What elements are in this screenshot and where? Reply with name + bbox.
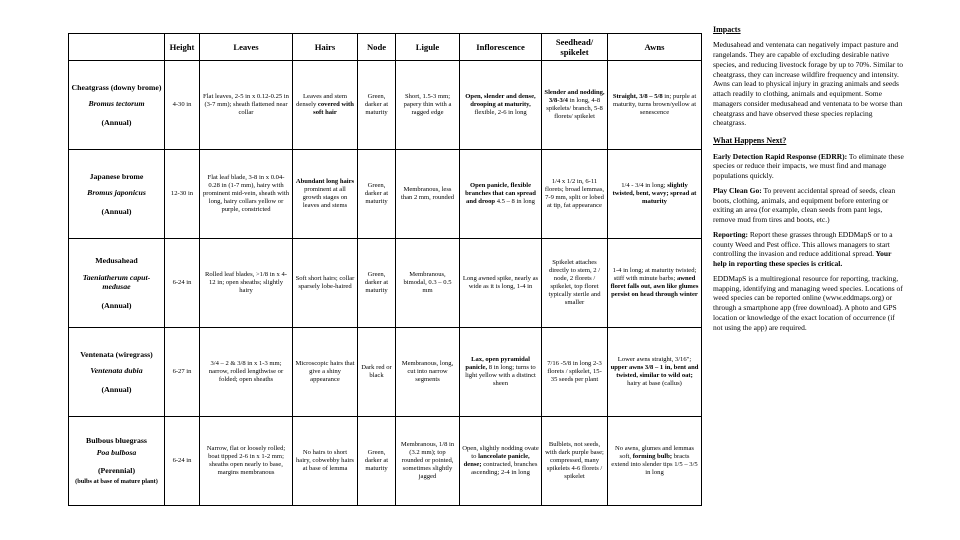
- common-name: Japanese brome: [89, 171, 144, 181]
- awns-text-end: hairy at base (callus): [627, 380, 682, 388]
- species-cell: [69, 417, 165, 506]
- play-clean-go-text: To prevent accidental spread of seeds, clean boots, clothing, animals, and equipment before entering or exiting an area (for example, clean seeds from pant legs, remove mud from tires and boots, etc.): [713, 185, 896, 225]
- awns-cell: [608, 239, 702, 328]
- inflorescence-text: 4.5 – 8 in long: [496, 198, 535, 206]
- common-name: Ventenata (wiregrass): [80, 349, 153, 359]
- height-cell: 6-24 in: [165, 417, 200, 506]
- hairs-cell: [293, 150, 358, 239]
- ligule-cell: Membranous, bimodal, 0.3 – 0.5 mm: [396, 239, 460, 328]
- table-row: [69, 239, 702, 328]
- grass-comparison-table: [68, 33, 702, 506]
- life-cycle: (Annual): [101, 117, 132, 127]
- header-cell: Leaves: [200, 34, 293, 61]
- inflorescence-emphasis: lanceolate panicle, dense;: [463, 452, 530, 468]
- inflorescence-cell: [460, 61, 542, 150]
- species-cell: [69, 239, 165, 328]
- scientific-name: Bromus japonicus: [87, 188, 146, 198]
- ligule-cell: Membranous, 1/8 in (3.2 mm); top rounded or pointed, sometimes slightly jagged: [396, 417, 460, 506]
- height-cell: 4-30 in: [165, 61, 200, 150]
- inflorescence-cell: [460, 150, 542, 239]
- species-cell: [69, 150, 165, 239]
- eddmaps-paragraph: EDDMapS is a multiregional resource for reporting, tracking, mapping, identifying and managing weed species. Locations of weed species can be reported online (www.eddmaps.org) or through a smartphone app (free download). A photo and GPS location or knowledge of the exact location of occurrence (if not using the app) are required.: [713, 273, 903, 332]
- header-cell: Hairs: [293, 34, 358, 61]
- node-cell: Green, darker at maturity: [358, 239, 396, 328]
- node-cell: Green, darker at maturity: [358, 417, 396, 506]
- awns-text: 1-4 in long; at maturity twisted; stiff with minute barbs;: [612, 266, 697, 282]
- hairs-emphasis: Abundant long hairs: [295, 177, 355, 185]
- species-cell: [69, 328, 165, 417]
- header-cell: Seedhead/ spikelet: [542, 34, 608, 61]
- next-steps-heading: What Happens Next?: [713, 136, 787, 146]
- seedhead-emphasis: Slender and nodding, 3/8-3/4: [544, 88, 605, 104]
- awns-cell: [608, 328, 702, 417]
- side-panel: [713, 25, 905, 515]
- header-cell: Inflorescence: [460, 34, 542, 61]
- awns-emphasis: slightly twisted, bent, wavy; spread at maturity: [612, 181, 697, 206]
- scientific-name: Taeniatherum caput-medusae: [82, 272, 151, 291]
- inflorescence-text: 8 in long; turns to light yellow with a distinct sheen: [465, 363, 536, 388]
- table-row: [69, 150, 702, 239]
- node-cell: Dark red or black: [358, 328, 396, 417]
- seedhead-cell: [542, 61, 608, 150]
- hairs-emphasis: covered with soft hair: [313, 100, 354, 117]
- seedhead-cell: 1/4 x 1/2 in, 6-11 florets; broad lemmas, 7-9 mm, split or lobed at tip, fat appearance: [542, 150, 608, 239]
- awns-text: Lower awns straight, 3/16";: [617, 355, 692, 363]
- awns-text: 1/4 - 3/4 in long;: [621, 181, 666, 189]
- ligule-cell: Membranous, long, cut into narrow segments: [396, 328, 460, 417]
- header-cell: Ligule: [396, 34, 460, 61]
- scientific-name: Poa bulbosa: [96, 447, 137, 457]
- edrr-text: To eliminate these species or reduce their impacts, we must find and manage populations quickly.: [713, 151, 904, 181]
- seedhead-cell: Spikelet attaches directly to stem, 2 / node, 2 florets / spikelet, top floret typically sterile and smaller: [542, 239, 608, 328]
- leaves-cell: Rolled leaf blades, >1/8 in x 4-12 in; open sheaths; slightly hairy: [200, 239, 293, 328]
- life-cycle: (Annual): [101, 384, 132, 394]
- inflorescence-cell: [460, 328, 542, 417]
- common-name: Bulbous bluegrass: [86, 436, 147, 446]
- common-name: Medusahead: [95, 256, 138, 265]
- inflorescence-text-end: contracted, branches ascending; 2-4 in long: [471, 461, 538, 477]
- table-header-row: [69, 34, 702, 61]
- species-cell: [69, 61, 165, 150]
- reporting-paragraph: [713, 230, 905, 269]
- impacts-text: Medusahead and ventenata can negatively impact pasture and rangelands. They are capable of excluding desirable native species, and reducing livestock forage by up to 70%. Similar to cheatgrass, they can increase wildfire frequency and intensity. Awns can lead to physical injury in grazing animals and seeds attach readily to clothing, animals and equipment. Some managers consider medusahead and ventenata to be worse than cheatgrass and have observed these species replacing cheatgrass.: [713, 40, 903, 128]
- awns-cell: [608, 61, 702, 150]
- awns-emphasis: upper awns 3/8 – 1 in, bent and twisted, similar to wild oat;: [610, 363, 699, 379]
- hairs-text: prominent at all growth stages on leaves and stems: [302, 185, 348, 210]
- awns-cell: [608, 150, 702, 239]
- awns-text: in; purple at maturity, turns brown/yellow at senescence: [612, 92, 697, 117]
- edrr-paragraph: [713, 152, 905, 181]
- header-cell: [69, 34, 165, 61]
- inflorescence-emphasis: Lax, open pyramidal panicle,: [465, 355, 530, 371]
- node-cell: Green, darker at maturity: [358, 150, 396, 239]
- ligule-cell: Short, 1.5-3 mm; papery thin with a ragged edge: [396, 61, 460, 150]
- seedhead-cell: 7/16 -5/8 in long 2-3 florets / spikelet, 15-35 seeds per plant: [542, 328, 608, 417]
- life-cycle: (Annual): [101, 206, 132, 216]
- seedhead-cell: Bulblets, not seeds, with dark purple base; compressed, many spikelets 4-6 florets / spikelet: [542, 417, 608, 506]
- height-cell: 6-27 in: [165, 328, 200, 417]
- leaves-cell: Flat leaves, 2-5 in x 0.12-0.25 in (3-7 mm); sheath flattened near collar: [200, 61, 293, 150]
- inflorescence-cell: [460, 417, 542, 506]
- awns-emphasis: awned floret falls out, awn like glumes persist on head through winter: [610, 274, 699, 299]
- hairs-text: Leaves and stem densely: [296, 92, 347, 108]
- leaves-cell: Narrow, flat or loosely rolled; boat tipped 2-6 in x 1-2 mm; sheaths open nearly to base, margins membranous: [200, 417, 293, 506]
- leaves-cell: Flat leaf blade, 3-8 in x 0.04-0.28 in (1-7 mm), hairy with prominent mid-vein, sheath with long, hairy collars yellow or purple, constricted: [200, 150, 293, 239]
- ligule-cell: Membranous, less than 2 mm, rounded: [396, 150, 460, 239]
- table-row: [69, 61, 702, 150]
- awns-text-end: bracts extend into slender tips 1/5 – 3/5 in long: [611, 452, 698, 477]
- play-clean-go-label: Play Clean Go:: [713, 185, 762, 195]
- scientific-name: Bromus tectorum: [88, 99, 145, 109]
- reporting-text: Report these grasses through EDDMapS or to a county Weed and Pest office. This allows managers to start controlling the invasion and reduce additional spread.: [713, 229, 893, 259]
- life-cycle-note: (bulbs at base of mature plant): [75, 477, 158, 485]
- scientific-name: Ventenata dubia: [90, 366, 143, 376]
- header-cell: Awns: [608, 34, 702, 61]
- awns-cell: [608, 417, 702, 506]
- height-cell: 12-30 in: [165, 150, 200, 239]
- header-cell: Height: [165, 34, 200, 61]
- seedhead-text: in long, 4-8 spikelets/ branch, 5-8 florets/ spikelet: [546, 96, 603, 121]
- reporting-emphasis: Your help in reporting these species is critical.: [713, 249, 892, 269]
- play-clean-go-paragraph: [713, 186, 905, 225]
- inflorescence-text: Open, slightly nodding ovate to: [462, 444, 539, 460]
- header-cell: Node: [358, 34, 396, 61]
- awns-text: No awns, glumes and lemmas soft,: [615, 444, 694, 460]
- table-row: [69, 417, 702, 506]
- leaves-cell: 3/4 – 2 & 3/8 in x 1-3 mm; narrow, rolled lengthwise or folded; open sheaths: [200, 328, 293, 417]
- awns-emphasis: forming bulb;: [632, 452, 673, 460]
- table-row: [69, 328, 702, 417]
- life-cycle: (Perennial): [97, 466, 136, 476]
- height-cell: 6-24 in: [165, 239, 200, 328]
- node-cell: Green, darker at maturity: [358, 61, 396, 150]
- hairs-cell: Soft short hairs; collar sparsely lobe-haired: [293, 239, 358, 328]
- reporting-label: Reporting:: [713, 229, 748, 239]
- inflorescence-text: flexible, 2-6 in long: [474, 109, 527, 117]
- common-name: Cheatgrass (downy brome): [71, 82, 162, 92]
- inflorescence-emphasis: Open panicle, flexible branches that can spread and droop: [465, 181, 536, 206]
- hairs-cell: [293, 61, 358, 150]
- hairs-cell: Microscopic hairs that give a shiny appearance: [293, 328, 358, 417]
- inflorescence-emphasis: Open, slender and dense, drooping at maturity,: [465, 92, 536, 108]
- impacts-heading: Impacts: [713, 25, 741, 34]
- inflorescence-cell: Long awned spike, nearly as wide as it is long, 1-4 in: [460, 239, 542, 328]
- edrr-label: Early Detection Rapid Response (EDRR):: [713, 151, 848, 161]
- hairs-cell: No hairs to short hairy, cobwebby hairs at base of lemma: [293, 417, 358, 506]
- life-cycle: (Annual): [101, 300, 132, 310]
- awns-emphasis: Straight, 3/8 – 5/8: [612, 92, 663, 100]
